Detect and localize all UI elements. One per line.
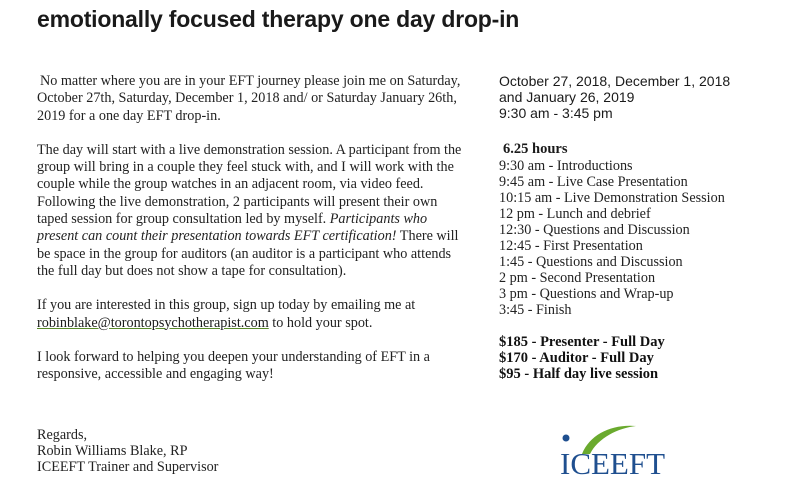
certification-note: Participants who present can count their presentation towards EFT certification! <box>37 211 428 245</box>
email-link[interactable]: robinblake@torontopsychotherapist.com <box>37 314 269 331</box>
signature-block <box>37 427 337 475</box>
schedule-item: 12:45 - First Presentation <box>499 238 643 254</box>
closing-paragraph: I look forward to helping you deepen your understanding of EFT in a responsive, accessible and engaging way! <box>37 348 430 383</box>
event-dates <box>499 73 799 121</box>
schedule-item: 10:15 am - Live Demonstration Session <box>499 190 725 206</box>
time-range: 9:30 am - 3:45 pm <box>499 105 613 121</box>
signature-role: ICEEFT Trainer and Supervisor <box>37 459 219 475</box>
signature-name: Robin Williams Blake, RP <box>37 443 188 459</box>
demonstration-text: The day will start with a live demonstration session. A participant from the group will bring in a couple they feel stuck with, and I will work with the couple while the group watches in an adjacent room, via video feed. Following the live demonstration, 2 participants will present their own taped session for group consultation led by myself. <box>37 141 462 228</box>
price-list <box>499 334 799 382</box>
intro-column <box>37 73 467 383</box>
logo-text: ICEEFT <box>560 446 666 481</box>
auditor-text: There will be space in the group for auditors (an auditor is a participant who attends the full day but does not show a tape for consultation). <box>37 228 459 279</box>
signature-closing: Regards, <box>37 427 88 443</box>
dates-line: October 27, 2018, December 1, 2018 <box>499 73 731 89</box>
signup-text: If you are interested in this group, sign up today by emailing me at <box>37 297 416 314</box>
schedule-item: 3 pm - Questions and Wrap-up <box>499 286 674 302</box>
schedule-item: 1:45 - Questions and Discussion <box>499 254 683 270</box>
schedule-item: 12:30 - Questions and Discussion <box>499 222 690 238</box>
price-presenter: $185 - Presenter - Full Day <box>499 334 665 350</box>
signup-text-end: to hold your spot. <box>268 314 373 331</box>
schedule-item: 9:30 am - Introductions <box>499 158 633 174</box>
intro-paragraph: No matter where you are in your EFT journey please join me on Saturday, October 27th, Saturday, December 1, 2018 and/ or Saturday January 26th, 2019 for a one day EFT drop-in. <box>37 73 461 124</box>
signup-paragraph <box>37 297 467 332</box>
price-auditor: $170 - Auditor - Full Day <box>499 350 654 366</box>
demonstration-paragraph <box>37 142 467 280</box>
schedule-item: 3:45 - Finish <box>499 302 572 318</box>
schedule-item: 12 pm - Lunch and debrief <box>499 206 651 222</box>
hours-label: 6.25 hours <box>503 141 568 157</box>
price-half-day: $95 - Half day live session <box>499 366 659 382</box>
iceeft-logo <box>560 418 680 481</box>
page-title: emotionally focused therapy one day drop-in <box>37 6 520 32</box>
dates-line: and January 26, 2019 <box>499 89 635 105</box>
schedule-item: 2 pm - Second Presentation <box>499 270 656 286</box>
schedule-list <box>499 158 799 318</box>
schedule-item: 9:45 am - Live Case Presentation <box>499 174 688 190</box>
details-column <box>499 73 799 382</box>
